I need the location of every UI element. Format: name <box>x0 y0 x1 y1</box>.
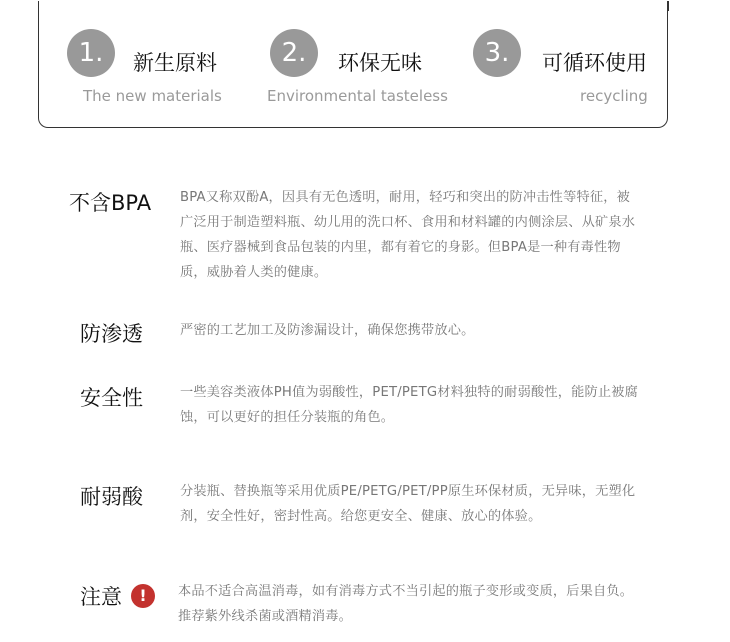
section-label: 防渗透 <box>80 322 143 346</box>
feature-number-badge: 2. <box>270 29 318 77</box>
section-text: BPA又称双酚A，因具有无色透明，耐用，轻巧和突出的防冲击性等特征，被广泛用于制造塑料瓶、幼儿用的洗口杯、食用和材料罐的内侧涂层、从矿泉水瓶、医疗器械到食品包装的内里，都有着它的身影。但BPA是一种有毒性物质，威胁着人类的健康。 <box>180 190 636 280</box>
feature-number-badge: 3. <box>473 29 521 77</box>
section-text: 本品不适合高温消毒，如有消毒方式不当引起的瓶子变形或变质，后果自负。推荐紫外线杀菌或酒精消毒。 <box>178 584 634 624</box>
section-label: 安全性 <box>80 386 143 410</box>
features-box <box>38 1 668 128</box>
section-label: 注意 <box>80 585 122 609</box>
section-label: 耐弱酸 <box>80 485 143 509</box>
feature-subtitle: recycling <box>580 87 648 105</box>
section-text: 一些美容类液体PH值为弱酸性，PET/PETG材料独特的耐弱酸性，能防止被腐蚀，可以更好的担任分装瓶的角色。 <box>180 385 639 425</box>
feature-subtitle: Environmental tasteless <box>267 87 448 105</box>
section-text: 严密的工艺加工及防渗漏设计，确保您携带放心。 <box>180 323 475 338</box>
feature-title: 可循环使用 <box>542 51 647 75</box>
warning-icon: ! <box>131 584 155 608</box>
feature-subtitle: The new materials <box>83 87 222 105</box>
section-text: 分装瓶、替换瓶等采用优质PE/PETG/PET/PP原生环保材质，无异味，无塑化剂，安全性好，密封性高。给您更安全、健康、放心的体验。 <box>180 484 636 524</box>
feature-title: 环保无味 <box>338 51 422 75</box>
feature-number-badge: 1. <box>67 29 115 77</box>
feature-title: 新生原料 <box>133 51 217 75</box>
section-label: 不含BPA <box>69 191 152 215</box>
